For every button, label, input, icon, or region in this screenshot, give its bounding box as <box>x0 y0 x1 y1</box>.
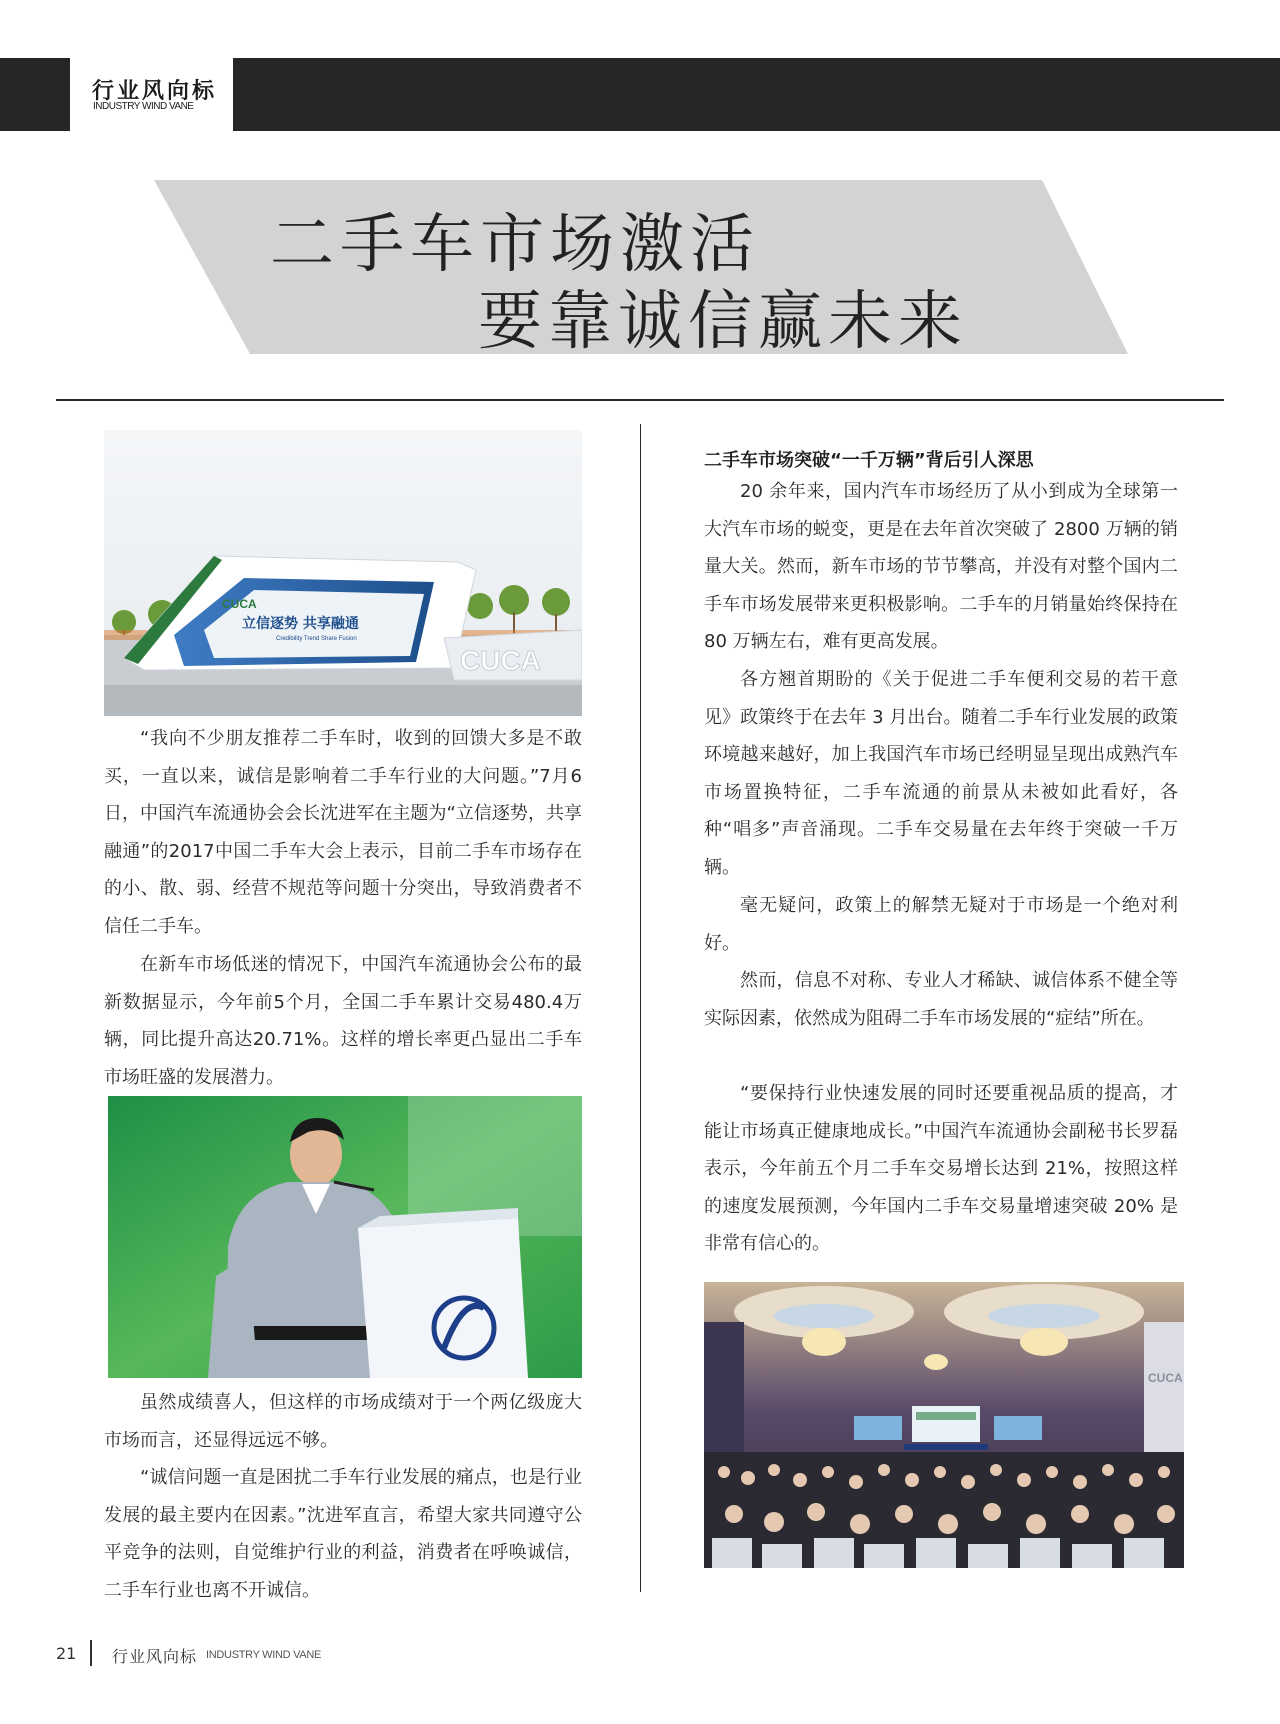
article-title-line2: 要靠诚信赢未来 <box>478 285 968 359</box>
section-title: 行业风向标 <box>92 79 218 104</box>
footer-subtitle: INDUSTRY WIND VANE <box>206 1649 322 1661</box>
photo-conference-hall <box>704 1282 1184 1568</box>
header-accent-block <box>0 58 70 131</box>
title-rule <box>56 399 1224 401</box>
photo-speaker <box>108 1096 582 1378</box>
left-paragraph-2: 在新车市场低迷的情况下，中国汽车流通协会公布的最新数据显示，今年前5个月，全国二手车累计交易480.4万辆，同比提升高达20.71%。这样的增长率更凸显出二手车市场旺盛的发展潜力。 <box>104 954 582 1088</box>
section-subtitle: INDUSTRY WIND VANE <box>93 101 194 112</box>
page-number: 21 <box>56 1644 77 1663</box>
column-divider <box>640 424 641 1592</box>
cuca-logo-text: CUCA <box>222 597 257 611</box>
left-paragraph-4: “诚信问题一直是困扰二手车行业发展的痛点，也是行业发展的最主要内在因素。”沈进军直言，希望大家共同遵守公平竞争的法则，自觉维护行业的利益，消费者在呼唤诚信，二手车行业也离不开诚信。 <box>104 1467 582 1601</box>
footer-divider <box>90 1640 92 1666</box>
header-bar <box>233 58 1280 131</box>
right-paragraph-2: 各方翘首期盼的《关于促进二手车便利交易的若干意见》政策终于在去年 3 月出台。随着二手车行业发展的政策环境越来越好，加上我国汽车市场已经明显呈现出成熟汽车市场置换特征，二手车流通的前景从未被如此看好，各种“唱多”声音涌现。二手车交易量在去年终于突破一千万辆。 <box>704 669 1178 878</box>
sign-slogan-text: 立信逐势 共享融通 <box>242 616 359 632</box>
hall-logo-text: CUCA <box>1148 1371 1183 1385</box>
sign-slogan-en: Credibility Trend Share Fusion <box>276 636 357 642</box>
left-paragraph-3: 虽然成绩喜人，但这样的市场成绩对于一个两亿级庞大市场而言，还显得远远不够。 <box>104 1392 582 1451</box>
ground-logo-text: CUCA <box>460 645 541 676</box>
article-title-line1: 二手车市场激活 <box>270 208 760 282</box>
left-paragraph-1: “我向不少朋友推荐二手车时，收到的回馈大多是不敢买，一直以来，诚信是影响着二手车行业的大问题。”7月6日，中国汽车流通协会会长沈进军在主题为“立信逐势，共享融通”的2017中国二手车大会上表示，目前二手车市场存在的小、散、弱、经营不规范等问题十分突出，导致消费者不信任二手车。 <box>104 728 582 937</box>
right-subheading: 二手车市场突破“一千万辆”背后引人深思 <box>704 450 1034 471</box>
photo-cuca-sign <box>104 430 582 716</box>
right-paragraph-3: 毫无疑问，政策上的解禁无疑对于市场是一个绝对利好。 <box>704 895 1178 954</box>
right-paragraph-1: 20 余年来，国内汽车市场经历了从小到成为全球第一大汽车市场的蜕变，更是在去年首次突破了 2800 万辆的销量大关。然而，新车市场的节节攀高，并没有对整个国内二手车市场发展带来更积极影响。二手车的月销量始终保持在 80 万辆左右，难有更高发展。 <box>704 481 1178 653</box>
right-paragraph-4: 然而，信息不对称、专业人才稀缺、诚信体系不健全等实际因素，依然成为阻碍二手车市场发展的“症结”所在。 <box>704 970 1178 1029</box>
footer-title: 行业风向标 <box>112 1647 198 1666</box>
right-paragraph-5: “要保持行业快速发展的同时还要重视品质的提高，才能让市场真正健康地成长。”中国汽车流通协会副秘书长罗磊表示，今年前五个月二手车交易增长达到 21%，按照这样的速度发展预测，今年国内二手车交易量增速突破 20% 是非常有信心的。 <box>704 1083 1178 1255</box>
